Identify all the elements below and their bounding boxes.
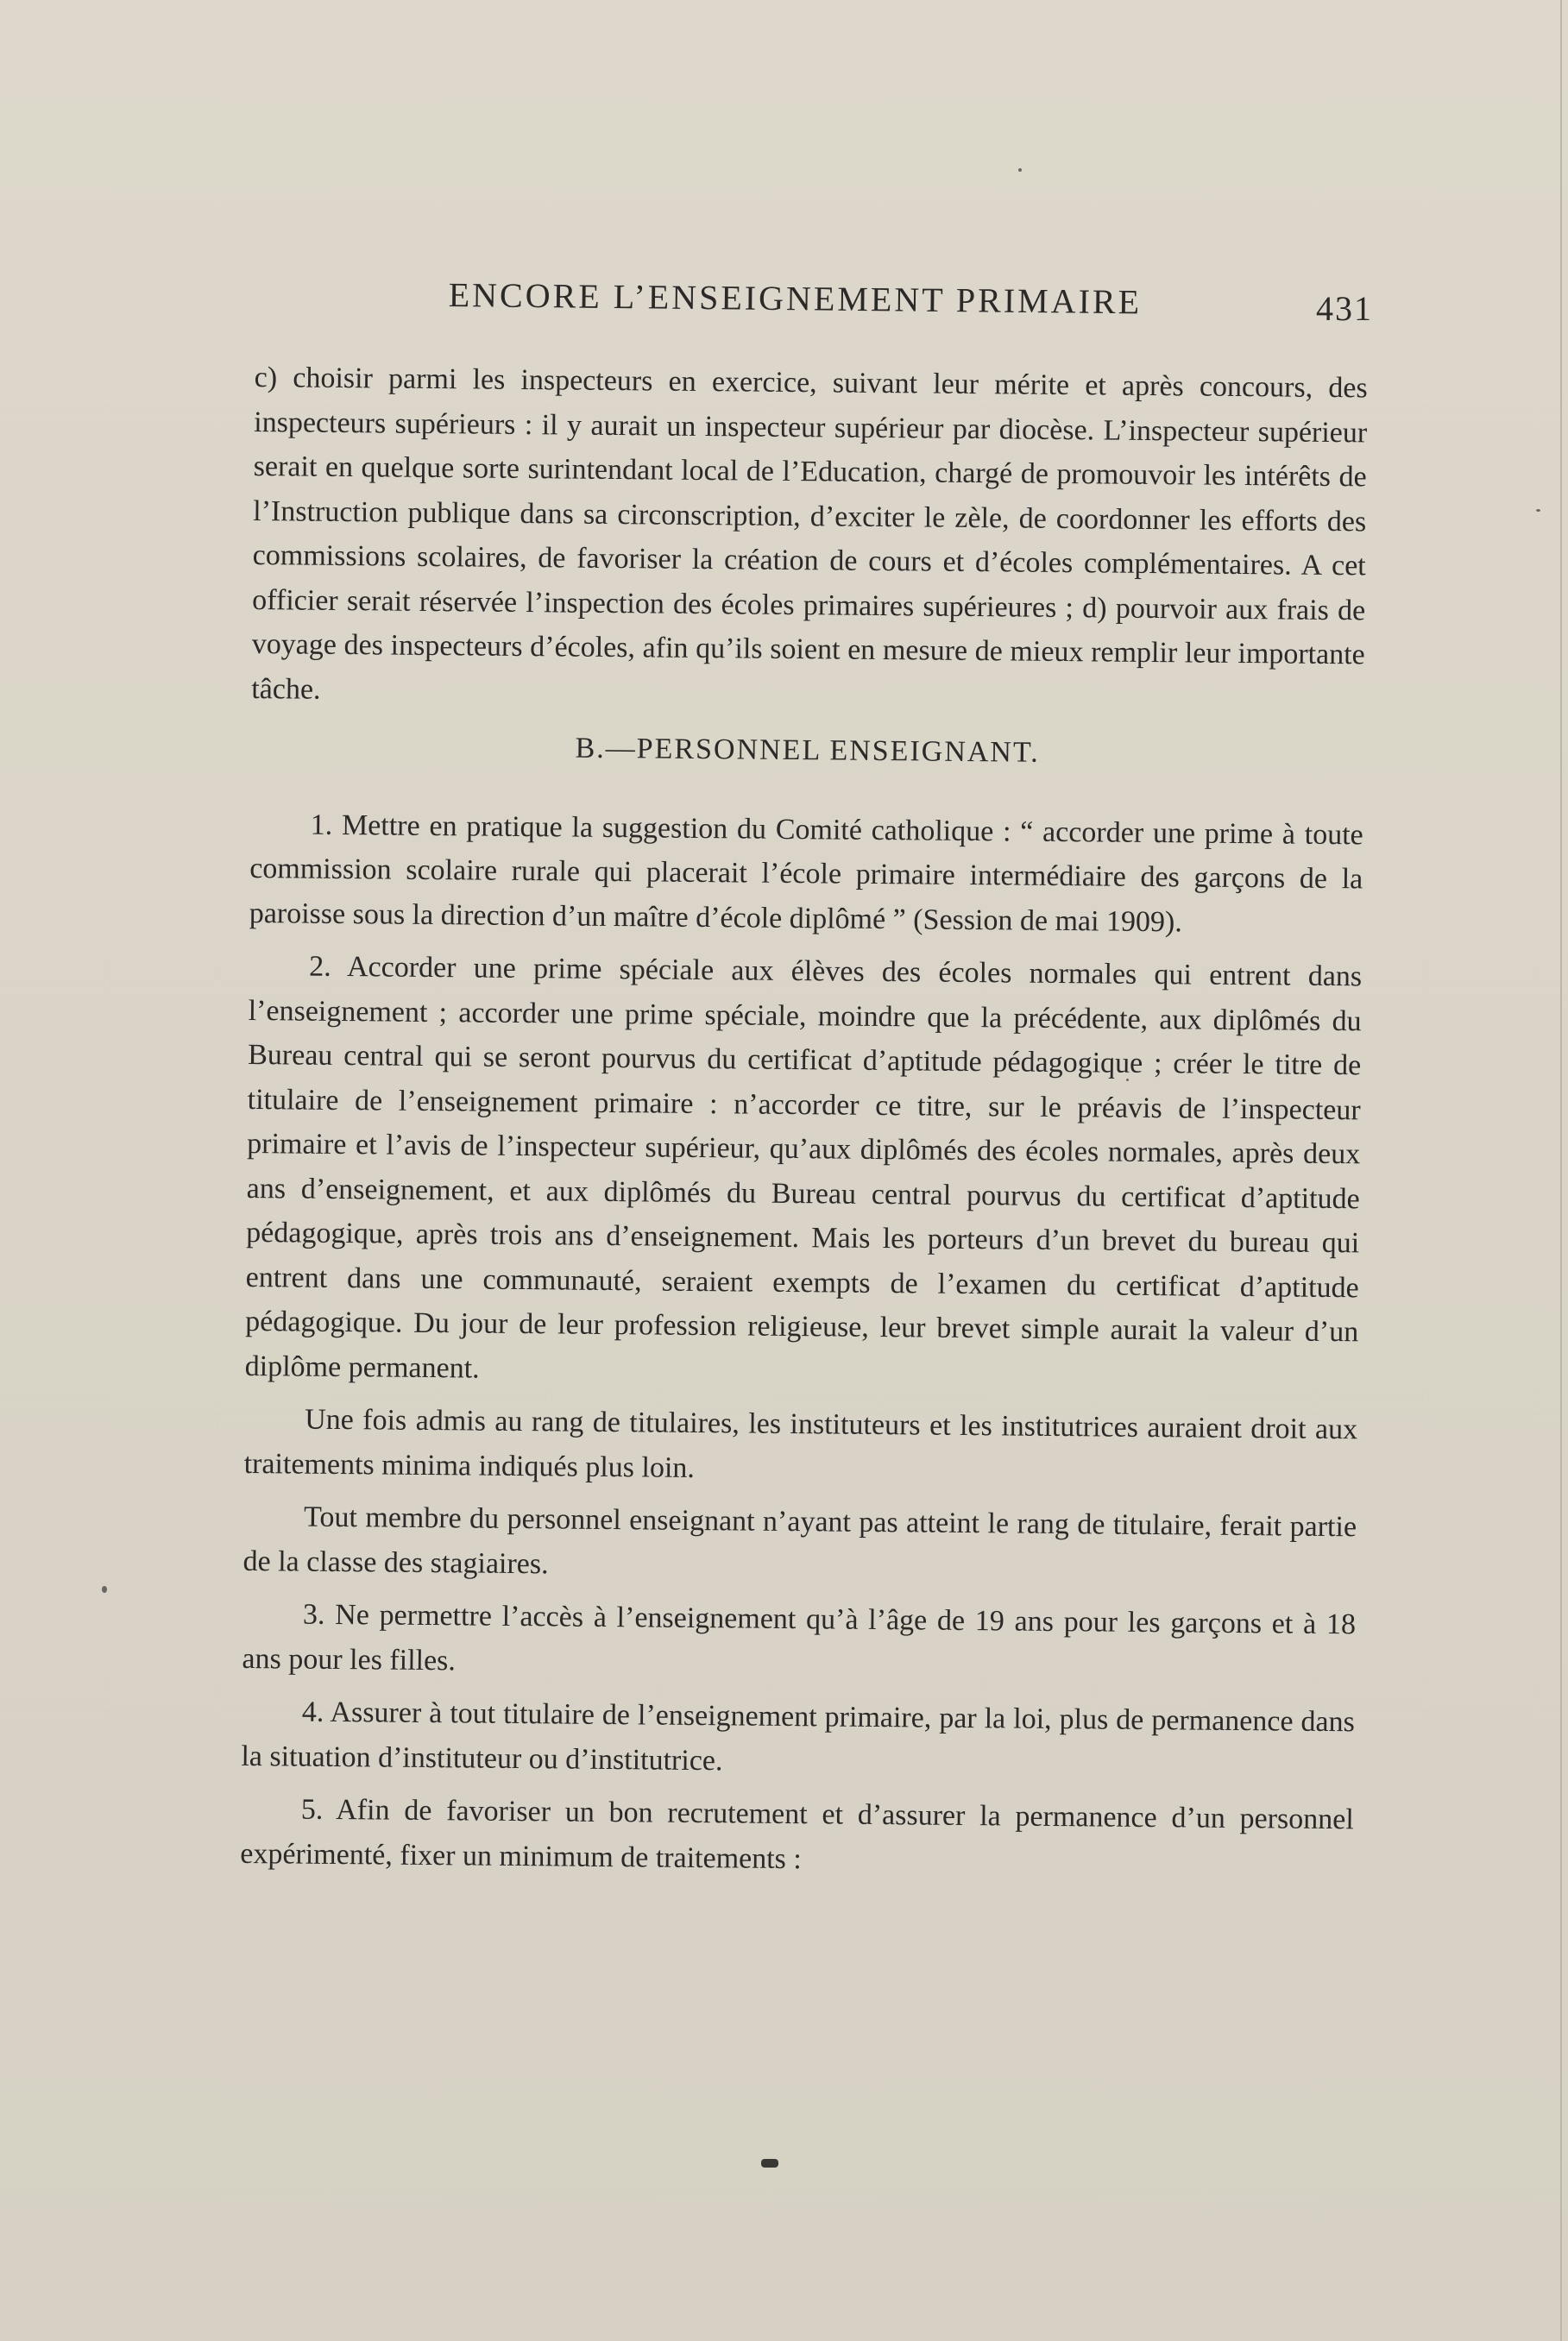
section-heading: B.—PERSONNEL ENSEIGNANT. bbox=[575, 732, 1040, 769]
list-item-5: 5. Afin de favoriser un bon recrutement et d’assurer la permanence d’un personnel expérimenté, fixer un minimum de traitements : bbox=[240, 1793, 1354, 1875]
paper-speck bbox=[1018, 168, 1022, 172]
paragraph-stagiaires: Tout membre du personnel enseignant n’ayant pas atteint le rang de titulaire, ferait partie de la classe des stagiaires. bbox=[242, 1501, 1357, 1580]
running-title: ENCORE L’ENSEIGNEMENT PRIMAIRE bbox=[448, 274, 1143, 322]
list-item-1: 1. Mettre en pratique la suggestion du Comité catholique : “ accorder une prime à toute commission scolaire rurale qui placerait l’école primaire intermédiaire des garçons de la paroisse sous la direction d’un maître d’école diplômé ” (Session de mai 1909). bbox=[249, 809, 1363, 938]
body-text bbox=[240, 356, 1368, 1895]
paper-speck bbox=[102, 1586, 107, 1593]
paragraph-c: c) choisir parmi les inspecteurs en exercice, suivant leur mérite et après concours, des inspecteurs supérieurs : il y aurait un inspecteur supérieur par diocèse. L’inspecteur supérieur serait en quelque sorte surintendant local de l’Education, chargé de promouvoir les intérêts de l’Instruction publique dans sa circonscription, d’exciter le zèle, de coordonner les efforts des commissions scolaires, de favoriser la création de cours et d’écoles complémentaires. A cet officier serait réservée l’inspection des écoles primaires supérieures ; d) pourvoir aux frais de voyage des inspecteurs d’écoles, afin qu’ils soient en mesure de mieux remplir leur importante tâche. bbox=[251, 361, 1368, 706]
list-item-3: 3. Ne permettre l’accès à l’enseignement qu’à l’âge de 19 ans pour les garçons et à 18 ans pour les filles. bbox=[242, 1598, 1357, 1677]
ink-mark bbox=[761, 2159, 778, 2168]
paragraph-titulaires: Une fois admis au rang de titulaires, les instituteurs et les institutrices auraient droit aux traitements minima indiqués plus loin. bbox=[243, 1403, 1358, 1484]
list-item-2: 2. Accorder une prime spéciale aux élèves des écoles normales qui entrent dans l’enseignement ; accorder une prime spéciale, moindre que la précédente, aux diplômés du Bureau central qui se seront pourvus du certificat d’aptitude pédagogique ; créer le titre de titulaire de l’enseignement primaire : n’accorder ce titre, sur le préavis de l’inspecteur primaire et l’avis de l’inspecteur supérieur, qu’aux diplômés des écoles normales, après deux ans d’enseignement, et aux diplômés du Bureau central pourvus du certificat d’aptitude pédagogique, après trois ans d’enseignement. Mais les porteurs d’un brevet du bureau qui entrent dans une communauté, seraient exempts de l’examen du certificat d’aptitude pédagogique. Du jour de leur profession religieuse, leur brevet simple aurait la valeur d’un diplôme permanent. bbox=[244, 950, 1363, 1385]
paper-speck bbox=[1536, 509, 1540, 512]
list-item-4: 4. Assurer à tout titulaire de l’enseignement primaire, par la loi, plus de permanence dans la situation d’instituteur ou d’institutrice. bbox=[241, 1696, 1356, 1777]
page-number: 431 bbox=[1316, 289, 1373, 328]
page-edge bbox=[1560, 0, 1562, 2341]
